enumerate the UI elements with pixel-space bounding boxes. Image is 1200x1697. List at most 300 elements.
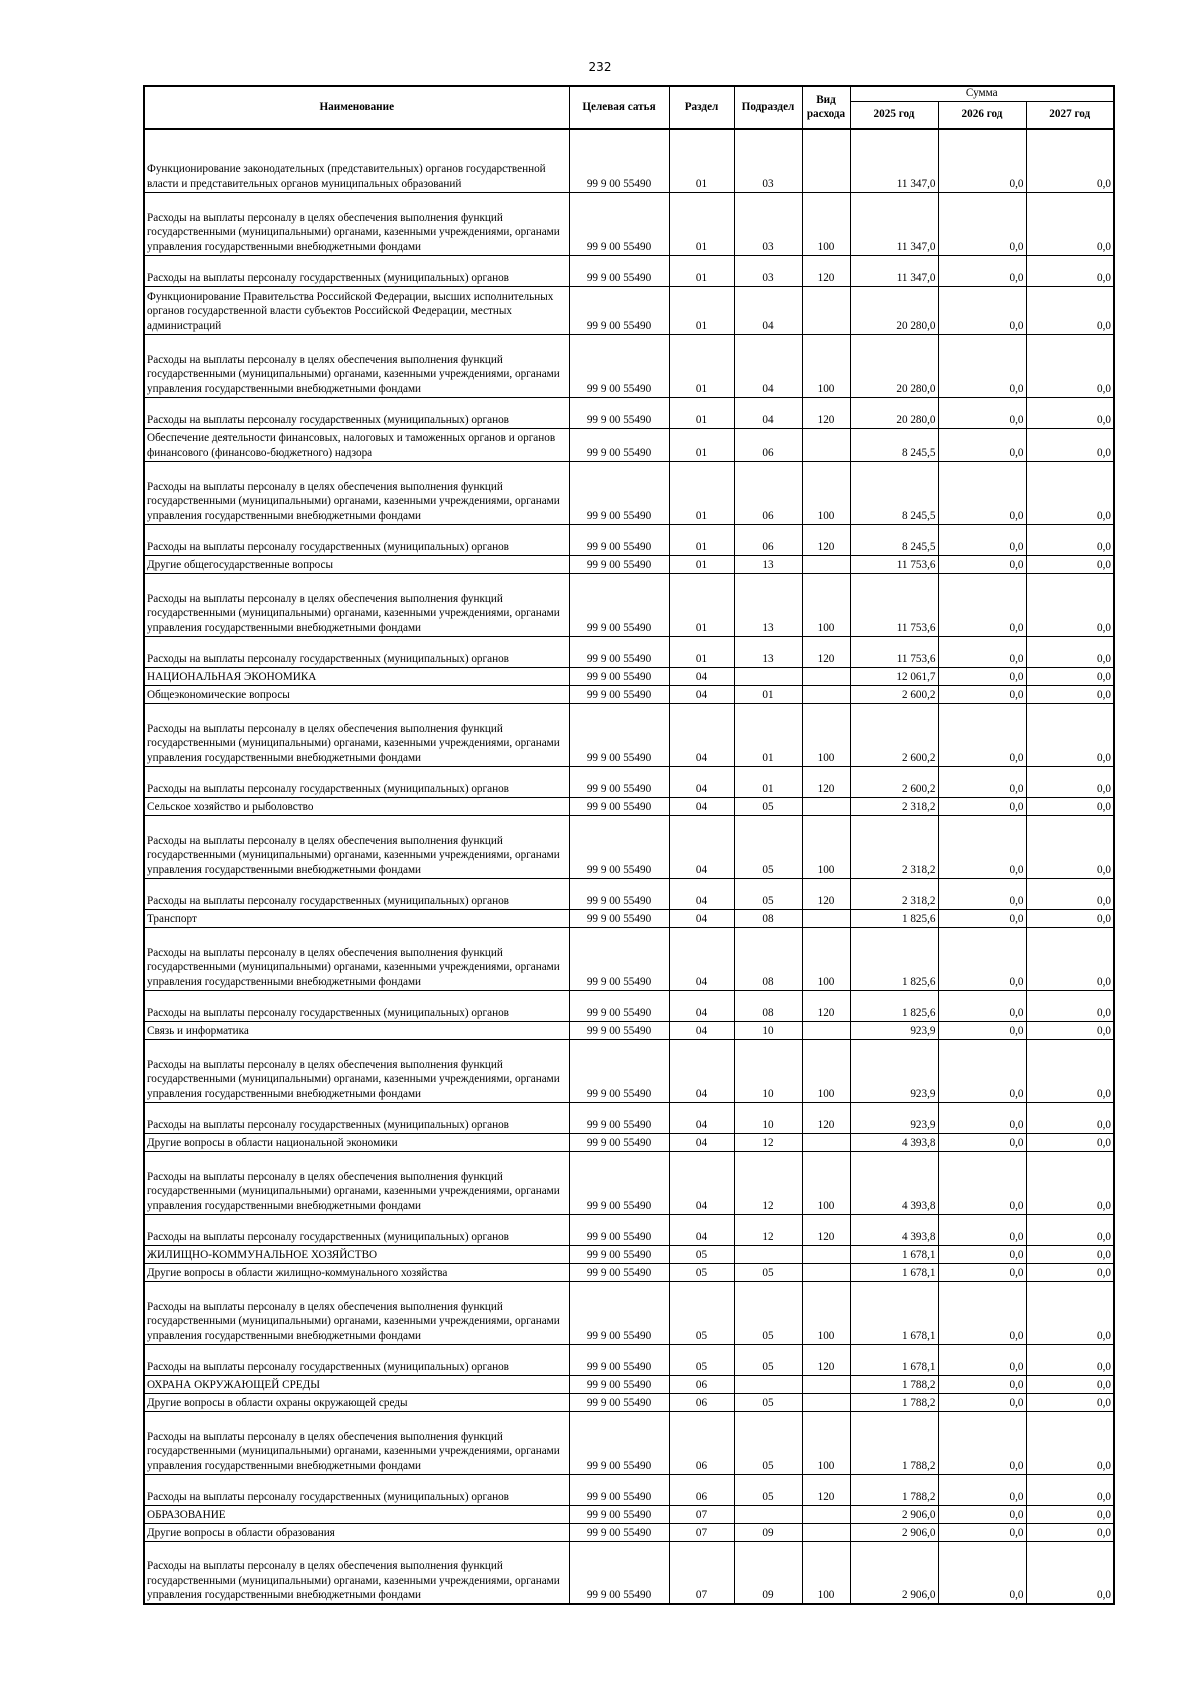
row-sum-2027: 0,0 — [1026, 334, 1114, 397]
row-sum-2025: 923,9 — [850, 1021, 938, 1039]
row-subsection: 05 — [734, 878, 802, 909]
row-name: Другие вопросы в области образования — [144, 1523, 569, 1541]
row-sum-2027: 0,0 — [1026, 1474, 1114, 1505]
row-sum-2025: 20 280,0 — [850, 334, 938, 397]
table-row — [144, 1393, 1114, 1411]
row-name: Сельское хозяйство и рыболовство — [144, 797, 569, 815]
table-row — [144, 397, 1114, 428]
row-sum-2027: 0,0 — [1026, 1102, 1114, 1133]
row-target: 99 9 00 55490 — [569, 1133, 669, 1151]
row-subsection: 08 — [734, 990, 802, 1021]
row-sum-2025: 20 280,0 — [850, 286, 938, 334]
row-expense-type: 100 — [802, 461, 850, 524]
table-row — [144, 815, 1114, 878]
row-expense-type: 100 — [802, 334, 850, 397]
row-sum-2025: 2 318,2 — [850, 797, 938, 815]
table-row — [144, 1133, 1114, 1151]
row-subsection: 05 — [734, 1344, 802, 1375]
row-sum-2025: 1 788,2 — [850, 1411, 938, 1474]
row-name: Расходы на выплаты персоналу государственных (муниципальных) органов — [144, 878, 569, 909]
row-target: 99 9 00 55490 — [569, 703, 669, 766]
row-subsection: 12 — [734, 1133, 802, 1151]
row-subsection: 01 — [734, 766, 802, 797]
table-row — [144, 1021, 1114, 1039]
row-subsection: 05 — [734, 1411, 802, 1474]
row-subsection: 05 — [734, 1474, 802, 1505]
row-target: 99 9 00 55490 — [569, 573, 669, 636]
row-subsection: 08 — [734, 909, 802, 927]
row-sum-2026: 0,0 — [938, 1505, 1026, 1523]
row-name: ЖИЛИЩНО-КОММУНАЛЬНОЕ ХОЗЯЙСТВО — [144, 1245, 569, 1263]
row-subsection: 12 — [734, 1151, 802, 1214]
row-section: 04 — [669, 927, 734, 990]
row-section: 04 — [669, 909, 734, 927]
table-row — [144, 334, 1114, 397]
row-target: 99 9 00 55490 — [569, 461, 669, 524]
table-row — [144, 192, 1114, 255]
row-section: 01 — [669, 334, 734, 397]
row-target: 99 9 00 55490 — [569, 524, 669, 555]
row-sum-2026: 0,0 — [938, 1411, 1026, 1474]
row-target: 99 9 00 55490 — [569, 1021, 669, 1039]
row-sum-2027: 0,0 — [1026, 192, 1114, 255]
row-target: 99 9 00 55490 — [569, 334, 669, 397]
table-row — [144, 797, 1114, 815]
row-sum-2026: 0,0 — [938, 1102, 1026, 1133]
row-sum-2025: 8 245,5 — [850, 524, 938, 555]
row-section: 04 — [669, 797, 734, 815]
row-sum-2026: 0,0 — [938, 524, 1026, 555]
row-sum-2026: 0,0 — [938, 797, 1026, 815]
row-sum-2027: 0,0 — [1026, 815, 1114, 878]
row-expense-type: 120 — [802, 255, 850, 286]
row-sum-2027: 0,0 — [1026, 555, 1114, 573]
row-sum-2025: 4 393,8 — [850, 1133, 938, 1151]
row-sum-2026: 0,0 — [938, 397, 1026, 428]
row-section: 06 — [669, 1375, 734, 1393]
row-subsection: 04 — [734, 334, 802, 397]
row-section: 05 — [669, 1263, 734, 1281]
row-sum-2027: 0,0 — [1026, 1411, 1114, 1474]
row-section: 05 — [669, 1344, 734, 1375]
row-sum-2025: 923,9 — [850, 1039, 938, 1102]
row-sum-2027: 0,0 — [1026, 1281, 1114, 1344]
row-sum-2026: 0,0 — [938, 1393, 1026, 1411]
row-subsection: 06 — [734, 461, 802, 524]
row-sum-2027: 0,0 — [1026, 1021, 1114, 1039]
row-sum-2026: 0,0 — [938, 428, 1026, 461]
row-sum-2027: 0,0 — [1026, 1344, 1114, 1375]
row-target: 99 9 00 55490 — [569, 397, 669, 428]
row-sum-2026: 0,0 — [938, 1245, 1026, 1263]
row-name: Расходы на выплаты персоналу государственных (муниципальных) органов — [144, 766, 569, 797]
row-sum-2026: 0,0 — [938, 1133, 1026, 1151]
row-name: Расходы на выплаты персоналу в целях обеспечения выполнения функций государственными (муниципальными) органами, казенными учреждениями, органами управления государственными внебюджетными фондами — [144, 815, 569, 878]
row-name: Функционирование законодательных (представительных) органов государственной власти и представительных органов муниципальных образований — [144, 129, 569, 192]
row-name: Расходы на выплаты персоналу в целях обеспечения выполнения функций государственными (муниципальными) органами, казенными учреждениями, органами управления государственными внебюджетными фондами — [144, 703, 569, 766]
row-name: Связь и информатика — [144, 1021, 569, 1039]
table-row — [144, 1375, 1114, 1393]
row-sum-2026: 0,0 — [938, 461, 1026, 524]
row-target: 99 9 00 55490 — [569, 192, 669, 255]
row-expense-type: 100 — [802, 927, 850, 990]
row-name: Другие общегосударственные вопросы — [144, 555, 569, 573]
row-sum-2027: 0,0 — [1026, 1375, 1114, 1393]
row-section: 01 — [669, 573, 734, 636]
row-sum-2025: 2 600,2 — [850, 766, 938, 797]
row-sum-2027: 0,0 — [1026, 667, 1114, 685]
row-name: Расходы на выплаты персоналу государственных (муниципальных) органов — [144, 1214, 569, 1245]
row-target: 99 9 00 55490 — [569, 1039, 669, 1102]
row-subsection — [734, 1505, 802, 1523]
table-row — [144, 927, 1114, 990]
row-subsection: 05 — [734, 1263, 802, 1281]
row-name: Расходы на выплаты персоналу государственных (муниципальных) органов — [144, 397, 569, 428]
row-sum-2027: 0,0 — [1026, 766, 1114, 797]
row-target: 99 9 00 55490 — [569, 1281, 669, 1344]
table-row — [144, 555, 1114, 573]
row-subsection — [734, 667, 802, 685]
row-sum-2027: 0,0 — [1026, 1393, 1114, 1411]
row-sum-2027: 0,0 — [1026, 461, 1114, 524]
row-expense-type — [802, 797, 850, 815]
row-subsection: 10 — [734, 1039, 802, 1102]
row-expense-type — [802, 1375, 850, 1393]
row-subsection: 09 — [734, 1523, 802, 1541]
row-section: 04 — [669, 1214, 734, 1245]
row-expense-type — [802, 428, 850, 461]
row-sum-2026: 0,0 — [938, 1281, 1026, 1344]
row-section: 06 — [669, 1411, 734, 1474]
row-name: Другие вопросы в области жилищно-коммунального хозяйства — [144, 1263, 569, 1281]
table-row — [144, 990, 1114, 1021]
table-row — [144, 1039, 1114, 1102]
row-expense-type — [802, 1021, 850, 1039]
table-row — [144, 1281, 1114, 1344]
row-sum-2027: 0,0 — [1026, 573, 1114, 636]
row-sum-2025: 1 678,1 — [850, 1245, 938, 1263]
row-sum-2026: 0,0 — [938, 703, 1026, 766]
row-subsection: 05 — [734, 1393, 802, 1411]
row-section: 01 — [669, 555, 734, 573]
row-sum-2025: 2 318,2 — [850, 815, 938, 878]
table-row — [144, 1505, 1114, 1523]
row-subsection: 09 — [734, 1541, 802, 1604]
row-sum-2026: 0,0 — [938, 255, 1026, 286]
row-sum-2025: 12 061,7 — [850, 667, 938, 685]
row-expense-type — [802, 1263, 850, 1281]
row-subsection: 05 — [734, 815, 802, 878]
row-name: Транспорт — [144, 909, 569, 927]
row-name: Функционирование Правительства Российской Федерации, высших исполнительных органов государственной власти субъектов Российской Федерации, местных администраций — [144, 286, 569, 334]
row-section: 04 — [669, 685, 734, 703]
row-sum-2026: 0,0 — [938, 815, 1026, 878]
row-section: 07 — [669, 1505, 734, 1523]
row-section: 04 — [669, 766, 734, 797]
row-target: 99 9 00 55490 — [569, 255, 669, 286]
row-expense-type: 100 — [802, 1281, 850, 1344]
row-target: 99 9 00 55490 — [569, 685, 669, 703]
row-target: 99 9 00 55490 — [569, 1214, 669, 1245]
row-sum-2027: 0,0 — [1026, 1505, 1114, 1523]
table-row — [144, 1523, 1114, 1541]
row-sum-2026: 0,0 — [938, 1344, 1026, 1375]
budget-table — [143, 85, 1115, 1605]
row-name: Расходы на выплаты персоналу государственных (муниципальных) органов — [144, 1344, 569, 1375]
row-sum-2027: 0,0 — [1026, 397, 1114, 428]
table-row — [144, 255, 1114, 286]
row-sum-2026: 0,0 — [938, 1151, 1026, 1214]
row-expense-type: 100 — [802, 1541, 850, 1604]
table-row — [144, 703, 1114, 766]
row-sum-2025: 20 280,0 — [850, 397, 938, 428]
row-expense-type: 120 — [802, 1214, 850, 1245]
row-target: 99 9 00 55490 — [569, 1245, 669, 1263]
header-target: Целевая сатья — [569, 86, 669, 129]
table-header — [144, 86, 1114, 129]
table-row — [144, 286, 1114, 334]
row-target: 99 9 00 55490 — [569, 1102, 669, 1133]
table-row — [144, 461, 1114, 524]
row-sum-2026: 0,0 — [938, 286, 1026, 334]
row-section: 04 — [669, 878, 734, 909]
row-expense-type: 100 — [802, 1151, 850, 1214]
row-subsection: 06 — [734, 524, 802, 555]
row-name: Расходы на выплаты персоналу государственных (муниципальных) органов — [144, 636, 569, 667]
row-section: 04 — [669, 1102, 734, 1133]
row-section: 01 — [669, 286, 734, 334]
row-sum-2025: 11 347,0 — [850, 255, 938, 286]
row-expense-type — [802, 1245, 850, 1263]
row-sum-2025: 11 347,0 — [850, 129, 938, 192]
row-sum-2027: 0,0 — [1026, 927, 1114, 990]
row-expense-type: 100 — [802, 815, 850, 878]
row-subsection — [734, 1375, 802, 1393]
row-sum-2025: 2 318,2 — [850, 878, 938, 909]
row-target: 99 9 00 55490 — [569, 1505, 669, 1523]
row-name: ОБРАЗОВАНИЕ — [144, 1505, 569, 1523]
row-sum-2025: 1 678,1 — [850, 1263, 938, 1281]
row-subsection: 01 — [734, 703, 802, 766]
row-sum-2025: 8 245,5 — [850, 461, 938, 524]
row-sum-2025: 1 825,6 — [850, 990, 938, 1021]
page-number: 232 — [588, 60, 612, 74]
row-section: 06 — [669, 1393, 734, 1411]
table-row — [144, 909, 1114, 927]
row-name: Расходы на выплаты персоналу в целях обеспечения выполнения функций государственными (муниципальными) органами, казенными учреждениями, органами управления государственными внебюджетными фондами — [144, 1411, 569, 1474]
table-row — [144, 636, 1114, 667]
row-sum-2027: 0,0 — [1026, 878, 1114, 909]
row-name: Общеэкономические вопросы — [144, 685, 569, 703]
row-target: 99 9 00 55490 — [569, 129, 669, 192]
row-sum-2026: 0,0 — [938, 192, 1026, 255]
row-name: Расходы на выплаты персоналу государственных (муниципальных) органов — [144, 524, 569, 555]
row-sum-2027: 0,0 — [1026, 685, 1114, 703]
header-expense-type: Вид расхода — [802, 86, 850, 129]
row-target: 99 9 00 55490 — [569, 878, 669, 909]
row-name: Расходы на выплаты персоналу государственных (муниципальных) органов — [144, 255, 569, 286]
row-sum-2025: 1 678,1 — [850, 1344, 938, 1375]
header-section: Раздел — [669, 86, 734, 129]
row-section: 01 — [669, 524, 734, 555]
header-year-2027: 2027 год — [1026, 101, 1114, 129]
row-section: 01 — [669, 636, 734, 667]
table-row — [144, 1151, 1114, 1214]
row-target: 99 9 00 55490 — [569, 636, 669, 667]
table-row — [144, 878, 1114, 909]
row-sum-2027: 0,0 — [1026, 1133, 1114, 1151]
row-sum-2026: 0,0 — [938, 878, 1026, 909]
row-target: 99 9 00 55490 — [569, 909, 669, 927]
row-subsection: 13 — [734, 555, 802, 573]
row-subsection: 03 — [734, 255, 802, 286]
row-subsection: 10 — [734, 1021, 802, 1039]
row-sum-2025: 1 788,2 — [850, 1393, 938, 1411]
row-sum-2027: 0,0 — [1026, 636, 1114, 667]
row-target: 99 9 00 55490 — [569, 990, 669, 1021]
header-subsection: Подраздел — [734, 86, 802, 129]
row-sum-2026: 0,0 — [938, 1021, 1026, 1039]
row-sum-2026: 0,0 — [938, 129, 1026, 192]
row-target: 99 9 00 55490 — [569, 286, 669, 334]
table-row — [144, 1245, 1114, 1263]
table-row — [144, 524, 1114, 555]
row-section: 07 — [669, 1541, 734, 1604]
row-sum-2027: 0,0 — [1026, 703, 1114, 766]
table-row — [144, 667, 1114, 685]
header-name: Наименование — [144, 86, 569, 129]
row-expense-type: 120 — [802, 1474, 850, 1505]
row-name: Обеспечение деятельности финансовых, налоговых и таможенных органов и органов финансового (финансово-бюджетного) надзора — [144, 428, 569, 461]
row-subsection — [734, 1245, 802, 1263]
row-sum-2025: 11 753,6 — [850, 555, 938, 573]
row-expense-type: 120 — [802, 990, 850, 1021]
row-sum-2025: 11 347,0 — [850, 192, 938, 255]
row-sum-2026: 0,0 — [938, 636, 1026, 667]
row-sum-2027: 0,0 — [1026, 1151, 1114, 1214]
row-sum-2025: 11 753,6 — [850, 636, 938, 667]
row-expense-type: 100 — [802, 1411, 850, 1474]
row-sum-2026: 0,0 — [938, 1214, 1026, 1245]
row-section: 01 — [669, 129, 734, 192]
row-sum-2027: 0,0 — [1026, 990, 1114, 1021]
row-section: 04 — [669, 667, 734, 685]
row-expense-type: 120 — [802, 524, 850, 555]
row-subsection: 13 — [734, 573, 802, 636]
row-sum-2026: 0,0 — [938, 1474, 1026, 1505]
header-year-2025: 2025 год — [850, 101, 938, 129]
row-sum-2025: 8 245,5 — [850, 428, 938, 461]
row-section: 04 — [669, 1133, 734, 1151]
row-name: Расходы на выплаты персоналу в целях обеспечения выполнения функций государственными (муниципальными) органами, казенными учреждениями, органами управления государственными внебюджетными фондами — [144, 1541, 569, 1604]
table-row — [144, 1263, 1114, 1281]
table-row — [144, 129, 1114, 192]
row-name: Расходы на выплаты персоналу в целях обеспечения выполнения функций государственными (муниципальными) органами, казенными учреждениями, органами управления государственными внебюджетными фондами — [144, 461, 569, 524]
row-sum-2026: 0,0 — [938, 1523, 1026, 1541]
row-section: 01 — [669, 428, 734, 461]
row-section: 04 — [669, 1151, 734, 1214]
row-expense-type — [802, 685, 850, 703]
row-expense-type — [802, 1393, 850, 1411]
header-sum: Сумма — [850, 86, 1114, 101]
table-row — [144, 1541, 1114, 1604]
row-expense-type — [802, 286, 850, 334]
row-expense-type — [802, 555, 850, 573]
row-sum-2027: 0,0 — [1026, 1214, 1114, 1245]
row-section: 04 — [669, 1039, 734, 1102]
row-sum-2027: 0,0 — [1026, 286, 1114, 334]
row-target: 99 9 00 55490 — [569, 815, 669, 878]
row-sum-2027: 0,0 — [1026, 524, 1114, 555]
row-sum-2027: 0,0 — [1026, 428, 1114, 461]
row-section: 04 — [669, 1021, 734, 1039]
row-target: 99 9 00 55490 — [569, 1541, 669, 1604]
row-sum-2027: 0,0 — [1026, 1541, 1114, 1604]
row-sum-2025: 4 393,8 — [850, 1151, 938, 1214]
row-sum-2027: 0,0 — [1026, 909, 1114, 927]
row-sum-2026: 0,0 — [938, 1039, 1026, 1102]
row-sum-2025: 2 906,0 — [850, 1541, 938, 1604]
row-sum-2026: 0,0 — [938, 667, 1026, 685]
row-sum-2025: 11 753,6 — [850, 573, 938, 636]
row-target: 99 9 00 55490 — [569, 1411, 669, 1474]
row-expense-type: 100 — [802, 1039, 850, 1102]
row-expense-type: 120 — [802, 636, 850, 667]
row-expense-type: 100 — [802, 703, 850, 766]
row-sum-2027: 0,0 — [1026, 1263, 1114, 1281]
row-target: 99 9 00 55490 — [569, 1151, 669, 1214]
table-row — [144, 685, 1114, 703]
row-section: 01 — [669, 192, 734, 255]
row-name: НАЦИОНАЛЬНАЯ ЭКОНОМИКА — [144, 667, 569, 685]
row-sum-2026: 0,0 — [938, 909, 1026, 927]
table-row — [144, 428, 1114, 461]
row-target: 99 9 00 55490 — [569, 797, 669, 815]
table-body — [144, 129, 1114, 1604]
row-sum-2026: 0,0 — [938, 1263, 1026, 1281]
row-sum-2026: 0,0 — [938, 1541, 1026, 1604]
row-name: Расходы на выплаты персоналу государственных (муниципальных) органов — [144, 1474, 569, 1505]
row-section: 04 — [669, 703, 734, 766]
row-target: 99 9 00 55490 — [569, 766, 669, 797]
row-target: 99 9 00 55490 — [569, 1344, 669, 1375]
row-target: 99 9 00 55490 — [569, 428, 669, 461]
row-sum-2025: 1 788,2 — [850, 1474, 938, 1505]
row-sum-2027: 0,0 — [1026, 1039, 1114, 1102]
row-sum-2025: 923,9 — [850, 1102, 938, 1133]
row-section: 04 — [669, 990, 734, 1021]
row-target: 99 9 00 55490 — [569, 1375, 669, 1393]
row-target: 99 9 00 55490 — [569, 1474, 669, 1505]
row-name: Расходы на выплаты персоналу в целях обеспечения выполнения функций государственными (муниципальными) органами, казенными учреждениями, органами управления государственными внебюджетными фондами — [144, 192, 569, 255]
row-sum-2027: 0,0 — [1026, 1245, 1114, 1263]
row-sum-2025: 1 825,6 — [850, 909, 938, 927]
row-sum-2026: 0,0 — [938, 555, 1026, 573]
row-sum-2027: 0,0 — [1026, 129, 1114, 192]
row-sum-2026: 0,0 — [938, 334, 1026, 397]
row-sum-2026: 0,0 — [938, 766, 1026, 797]
table-row — [144, 1474, 1114, 1505]
row-subsection: 05 — [734, 1281, 802, 1344]
row-section: 04 — [669, 815, 734, 878]
row-target: 99 9 00 55490 — [569, 927, 669, 990]
row-section: 05 — [669, 1245, 734, 1263]
row-name: Расходы на выплаты персоналу в целях обеспечения выполнения функций государственными (муниципальными) органами, казенными учреждениями, органами управления государственными внебюджетными фондами — [144, 1039, 569, 1102]
row-expense-type: 120 — [802, 878, 850, 909]
row-expense-type — [802, 1523, 850, 1541]
row-section: 07 — [669, 1523, 734, 1541]
row-subsection: 08 — [734, 927, 802, 990]
